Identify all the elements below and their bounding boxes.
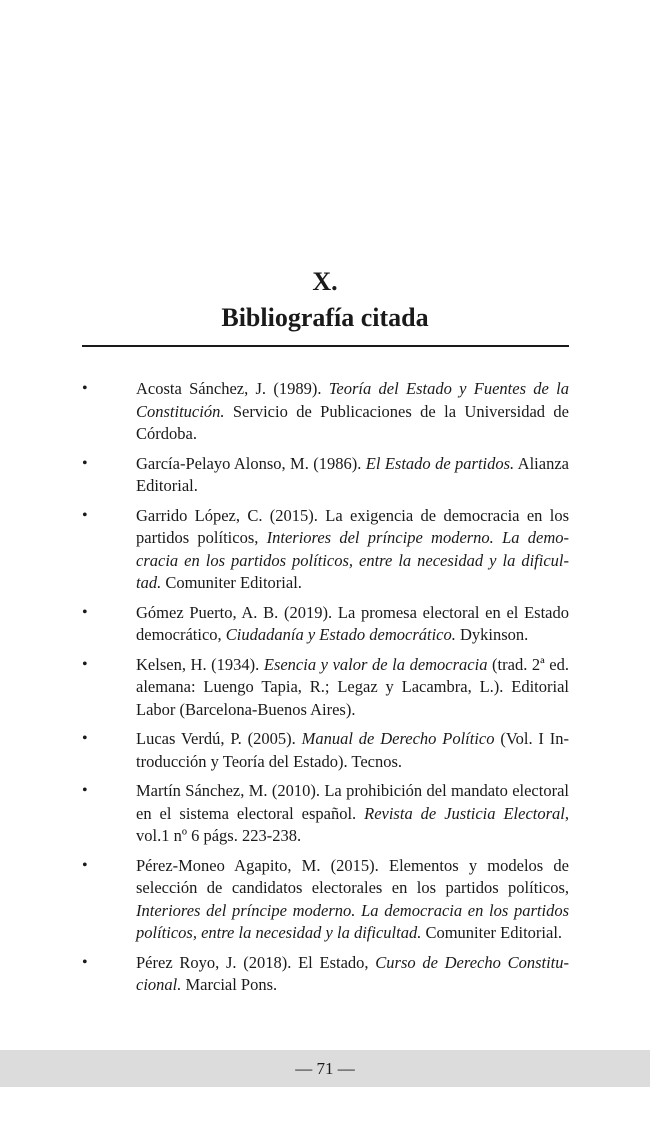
entry-title-text: Teoría del Estado y Fuentes de la Constitución.: [136, 379, 569, 421]
entry-publisher-text: Comuniter Editorial.: [421, 923, 563, 942]
bibliography-entry: [82, 505, 569, 595]
entry-author-text: García-Pelayo Alonso, M. (1986).: [136, 453, 366, 473]
bullet-icon: •: [82, 655, 88, 673]
entry-publisher-text: Marcial Pons.: [181, 975, 278, 994]
bibliography-list: [82, 378, 569, 1004]
entry-publisher-text: Alianza Editorial.: [136, 453, 569, 495]
entry-author-text: Pérez-Moneo Agapito, M. (2015). Elementos y modelos de selección de candidatos electorales en los partidos políticos,: [136, 855, 569, 897]
entry-author-text: Pérez Royo, J. (2018). El Estado,: [136, 952, 376, 972]
entry-publisher-text: , vol.1 nº 6 págs. 223-238.: [136, 803, 570, 845]
bibliography-entry: [82, 780, 569, 848]
entry-author-text: Gómez Puerto, A. B. (2019). La promesa electoral en el Estado democrático,: [136, 602, 569, 644]
bibliography-entry: [82, 602, 569, 647]
bibliography-entry: [82, 855, 569, 945]
entry-title-text: Revista de Justicia Electoral: [364, 803, 565, 823]
entry-title-text: Manual de Derecho Político: [301, 729, 495, 748]
entry-author-text: Martín Sánchez, M. (2010). La prohibición del mandato electoral en el sistema electoral español.: [136, 781, 569, 823]
entry-title-text: Esencia y valor de la democracia: [263, 654, 488, 674]
bullet-icon: •: [82, 730, 88, 747]
bibliography-entry: [82, 654, 569, 722]
entry-publisher-text: (trad. 2ª ed. alemana: Luengo Tapia, R.; Legaz y Lacambra, L.). Editorial Labor (Barcelona-Buenos Aires).: [136, 654, 569, 719]
bullet-icon: •: [82, 603, 88, 621]
page-number: — 71 —: [295, 1059, 355, 1078]
bibliography-entry: [82, 952, 569, 997]
chapter-heading: [0, 264, 650, 336]
bullet-icon: •: [82, 454, 88, 472]
entry-publisher-text: Dykinson.: [455, 625, 529, 644]
entry-title-text: Ciudadanía y Estado democrático.: [225, 625, 456, 644]
bullet-icon: •: [82, 782, 88, 799]
entry-author-text: Acosta Sánchez, J. (1989).: [136, 379, 329, 398]
entry-publisher-text: Servicio de Publicaciones de la Universidad de Córdoba.: [136, 401, 569, 443]
entry-publisher-text: Comuniter Editorial.: [161, 573, 302, 592]
chapter-number: X.: [312, 267, 338, 296]
entry-title-text: El Estado de partidos.: [365, 453, 515, 473]
bullet-icon: •: [82, 506, 88, 524]
heading-divider: [82, 345, 569, 347]
entry-author-text: Kelsen, H. (1934).: [136, 654, 264, 674]
entry-author-text: Garrido López, C. (2015). La exigencia de democracia en los partidos políticos,: [136, 505, 569, 547]
page-footer: [0, 1050, 650, 1087]
entry-author-text: Lucas Verdú, P. (2005).: [136, 729, 302, 748]
bibliography-entry: [82, 453, 569, 498]
entry-title-text: Curso de Derecho Constitucional.: [136, 952, 569, 994]
chapter-title: Bibliografía citada: [221, 303, 429, 332]
bibliography-entry: [82, 378, 569, 446]
bibliography-entry: [82, 728, 569, 773]
entry-title-text: Interiores del príncipe moderno. La democracia en los partidos políticos, entre la necesidad y la dificultad.: [136, 528, 569, 592]
bullet-icon: •: [82, 856, 88, 874]
entry-publisher-text: (Vol. I Introducción y Teoría del Estado). Tecnos.: [136, 729, 570, 771]
bullet-icon: •: [82, 953, 88, 971]
bullet-icon: •: [82, 380, 88, 397]
entry-title-text: Interiores del príncipe moderno. La democracia en los partidos políticos, entre la necesidad y la dificultad.: [136, 900, 569, 942]
